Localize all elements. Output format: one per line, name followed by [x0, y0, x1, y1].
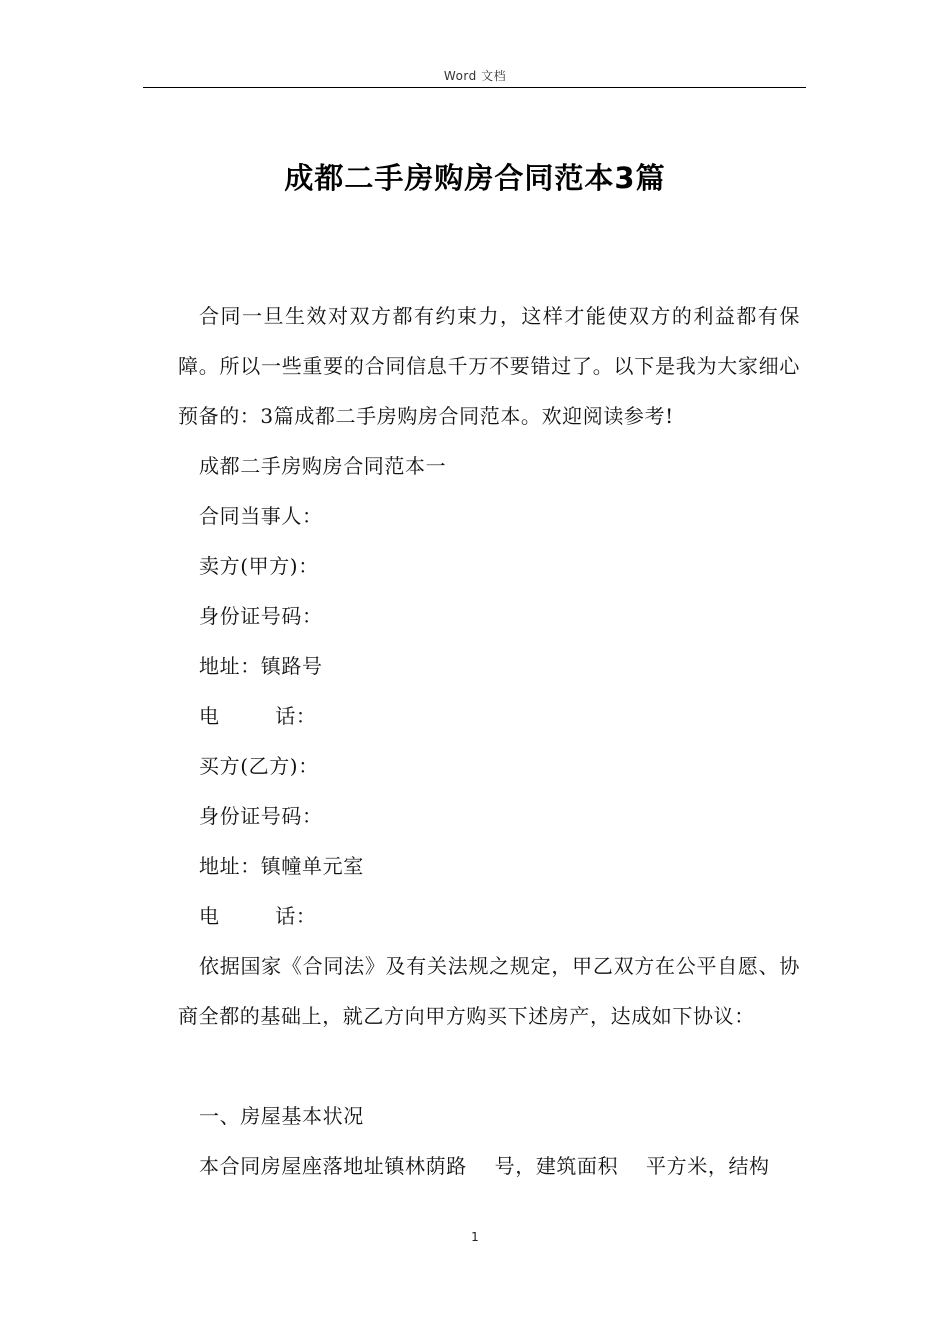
header-label: Word 文档	[443, 69, 507, 83]
clause-1-text: 本合同房屋座落地址镇林荫路 号，建筑面积 平方米，结构	[199, 1154, 770, 1178]
header-rule	[143, 87, 806, 88]
buyer-address: 地址：镇幢单元室	[199, 854, 364, 878]
parties-label: 合同当事人：	[199, 504, 323, 528]
document-title: 成都二手房购房合同范本3篇	[284, 161, 666, 195]
agreement-intro: 依据国家《合同法》及有关法规之规定，甲乙双方在公平自愿、协商全都的基础上，就乙方向甲方购买下述房产，达成如下协议：	[178, 954, 800, 1028]
paragraph-gap	[178, 1041, 800, 1091]
buyer-label: 买方(乙方)：	[199, 754, 319, 778]
seller-label: 卖方(甲方)：	[199, 554, 319, 578]
section-title: 成都二手房购房合同范本一	[199, 454, 447, 478]
buyer-id-label: 身份证号码：	[199, 804, 323, 828]
document-body	[178, 291, 800, 1191]
seller-phone-label: 电 话：	[199, 704, 317, 728]
seller-address: 地址：镇路号	[199, 654, 323, 678]
buyer-phone-label: 电 话：	[199, 904, 317, 928]
page-number: 1	[471, 1230, 479, 1244]
seller-id-label: 身份证号码：	[199, 604, 323, 628]
clause-1-heading: 一、房屋基本状况	[199, 1104, 364, 1128]
intro-paragraph: 合同一旦生效对双方都有约束力，这样才能使双方的利益都有保障。所以一些重要的合同信息千万不要错过了。以下是我为大家细心预备的：3篇成都二手房购房合同范本。欢迎阅读参考!	[178, 304, 800, 428]
